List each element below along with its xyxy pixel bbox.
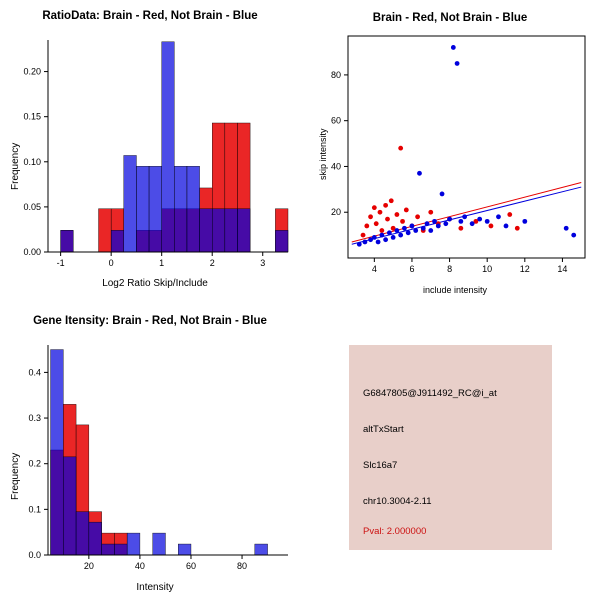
- info-line-0: G6847805@J911492_RC@i_at: [363, 388, 497, 399]
- svg-text:40: 40: [134, 561, 145, 571]
- svg-text:2: 2: [209, 258, 215, 268]
- svg-text:12: 12: [519, 264, 530, 274]
- info-box: [349, 345, 552, 550]
- panel-scatter: [300, 0, 600, 295]
- svg-text:80: 80: [237, 561, 248, 571]
- svg-text:0.00: 0.00: [23, 247, 41, 257]
- svg-text:10: 10: [482, 264, 493, 274]
- svg-text:0.2: 0.2: [28, 458, 41, 469]
- hist-ratio-ylabel: Frequency: [10, 142, 21, 190]
- svg-text:4: 4: [371, 264, 377, 274]
- hist-intensity-title: Gene Itensity: Brain - Red, Not Brain - Blue: [33, 315, 267, 327]
- hist-ratio-xlabel: Log2 Ratio Skip/Include: [102, 278, 208, 289]
- hist-intensity-ylabel: Frequency: [10, 452, 21, 500]
- panel-hist-ratio: [0, 0, 300, 295]
- hist-ratio-plot: [0, 0, 300, 295]
- svg-text:60: 60: [330, 115, 341, 126]
- svg-text:80: 80: [330, 69, 341, 80]
- svg-text:20: 20: [330, 207, 341, 218]
- svg-text:-1: -1: [56, 258, 65, 268]
- svg-text:0.1: 0.1: [28, 504, 41, 515]
- svg-text:20: 20: [83, 561, 94, 571]
- svg-text:0: 0: [108, 258, 114, 268]
- svg-text:0.15: 0.15: [23, 111, 41, 122]
- hist-intensity-plot: [0, 305, 300, 600]
- info-line-3: chr10.3004-2.11: [363, 496, 432, 507]
- info-pval: Pval: 2.000000: [363, 526, 427, 537]
- svg-text:0.20: 0.20: [23, 66, 41, 77]
- scatter-plot: [300, 0, 600, 295]
- svg-text:6: 6: [409, 264, 415, 274]
- svg-text:60: 60: [185, 561, 196, 571]
- svg-text:0.05: 0.05: [23, 201, 41, 212]
- svg-text:14: 14: [557, 264, 568, 274]
- svg-text:0.4: 0.4: [28, 367, 41, 378]
- svg-text:0.0: 0.0: [28, 550, 41, 560]
- svg-text:40: 40: [330, 161, 341, 172]
- svg-text:1: 1: [159, 258, 165, 268]
- scatter-title: Brain - Red, Not Brain - Blue: [372, 12, 528, 24]
- svg-text:3: 3: [260, 258, 266, 268]
- hist-ratio-title: RatioData: Brain - Red, Not Brain - Blue: [42, 10, 258, 22]
- hist-intensity-xlabel: Intensity: [136, 582, 174, 593]
- scatter-xlabel: include intensity: [422, 285, 488, 295]
- svg-text:0.10: 0.10: [23, 156, 41, 167]
- svg-text:8: 8: [447, 264, 453, 274]
- scatter-ylabel: skip intensity: [318, 128, 328, 180]
- svg-text:0.3: 0.3: [28, 413, 41, 424]
- info-line-2: Slc16a7: [363, 460, 398, 471]
- info-line-1: altTxStart: [363, 424, 404, 435]
- panel-hist-intensity: [0, 305, 300, 600]
